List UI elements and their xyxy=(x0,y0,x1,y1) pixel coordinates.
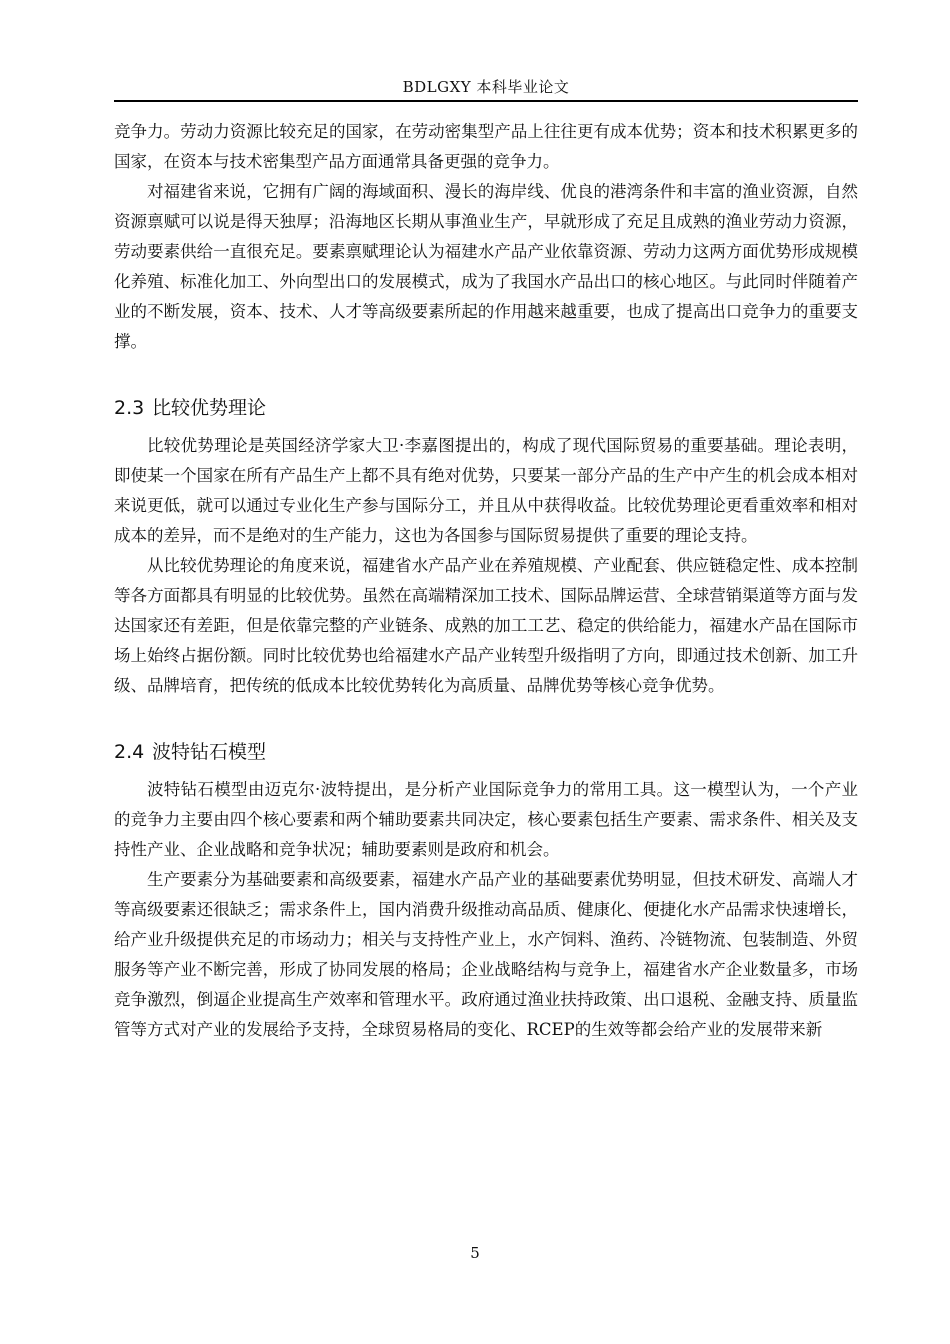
running-header: BDLGXY 本科毕业论文 xyxy=(402,78,570,96)
paragraph: 竞争力。劳动力资源比较充足的国家，在劳动密集型产品上往往更有成本优势；资本和技术积累更多的国家，在资本与技术密集型产品方面通常具备更强的竞争力。 xyxy=(114,122,858,171)
section-heading-2-3 xyxy=(114,393,858,423)
section-title: 波特钻石模型 xyxy=(152,741,267,763)
section-number: 2.3 xyxy=(114,397,145,419)
paragraph: 从比较优势理论的角度来说，福建省水产品产业在养殖规模、产业配套、供应链稳定性、成本控制等各方面都具有明显的比较优势。虽然在高端精深加工技术、国际品牌运营、全球营销渠道等方面与发达国家还有差距，但是依靠完整的产业链条、成熟的加工工艺、稳定的供给能力，福建水产品在国际市场上始终占据份额。同时比较优势也给福建水产品产业转型升级指明了方向，即通过技术创新、加工升级、品牌培育，把传统的低成本比较优势转化为高质量、品牌优势等核心竞争优势。 xyxy=(114,556,858,695)
document-body xyxy=(114,117,858,1045)
section-number: 2.4 xyxy=(114,741,145,763)
paragraph: 生产要素分为基础要素和高级要素，福建水产品产业的基础要素优势明显，但技术研发、高端人才等高级要素还很缺乏；需求条件上，国内消费升级推动高品质、健康化、便捷化水产品需求快速增长，给产业升级提供充足的市场动力；相关与支持性产业上，水产饲料、渔药、冷链物流、包装制造、外贸服务等产业不断完善，形成了协同发展的格局；企业战略结构与竞争上，福建省水产企业数量多，市场竞争激烈，倒逼企业提高生产效率和管理水平。政府通过渔业扶持政策、出口退税、金融支持、质量监管等方式对产业的发展给予支持，全球贸易格局的变化、RCEP的生效等都会给产业的发展带来新 xyxy=(114,870,858,1039)
page-number: 5 xyxy=(470,1244,480,1262)
paragraph: 比较优势理论是英国经济学家大卫·李嘉图提出的，构成了现代国际贸易的重要基础。理论表明，即使某一个国家在所有产品生产上都不具有绝对优势，只要某一部分产品的生产中产生的机会成本相对来说更低，就可以通过专业化生产参与国际分工，并且从中获得收益。比较优势理论更看重效率和相对成本的差异，而不是绝对的生产能力，这也为各国参与国际贸易提供了重要的理论支持。 xyxy=(114,436,858,545)
section-heading-2-4 xyxy=(114,737,858,767)
section-title: 比较优势理论 xyxy=(152,397,267,419)
paragraph: 波特钻石模型由迈克尔·波特提出，是分析产业国际竞争力的常用工具。这一模型认为，一个产业的竞争力主要由四个核心要素和两个辅助要素共同决定，核心要素包括生产要素、需求条件、相关及支持性产业、企业战略和竞争状况；辅助要素则是政府和机会。 xyxy=(114,780,858,859)
header-rule xyxy=(114,100,858,102)
paragraph: 对福建省来说，它拥有广阔的海域面积、漫长的海岸线、优良的港湾条件和丰富的渔业资源，自然资源禀赋可以说是得天独厚；沿海地区长期从事渔业生产，早就形成了充足且成熟的渔业劳动力资源，劳动要素供给一直很充足。要素禀赋理论认为福建水产品产业依靠资源、劳动力这两方面优势形成规模化养殖、标准化加工、外向型出口的发展模式，成为了我国水产品出口的核心地区。与此同时伴随着产业的不断发展，资本、技术、人才等高级要素所起的作用越来越重要，也成了提高出口竞争力的重要支撑。 xyxy=(114,182,858,351)
